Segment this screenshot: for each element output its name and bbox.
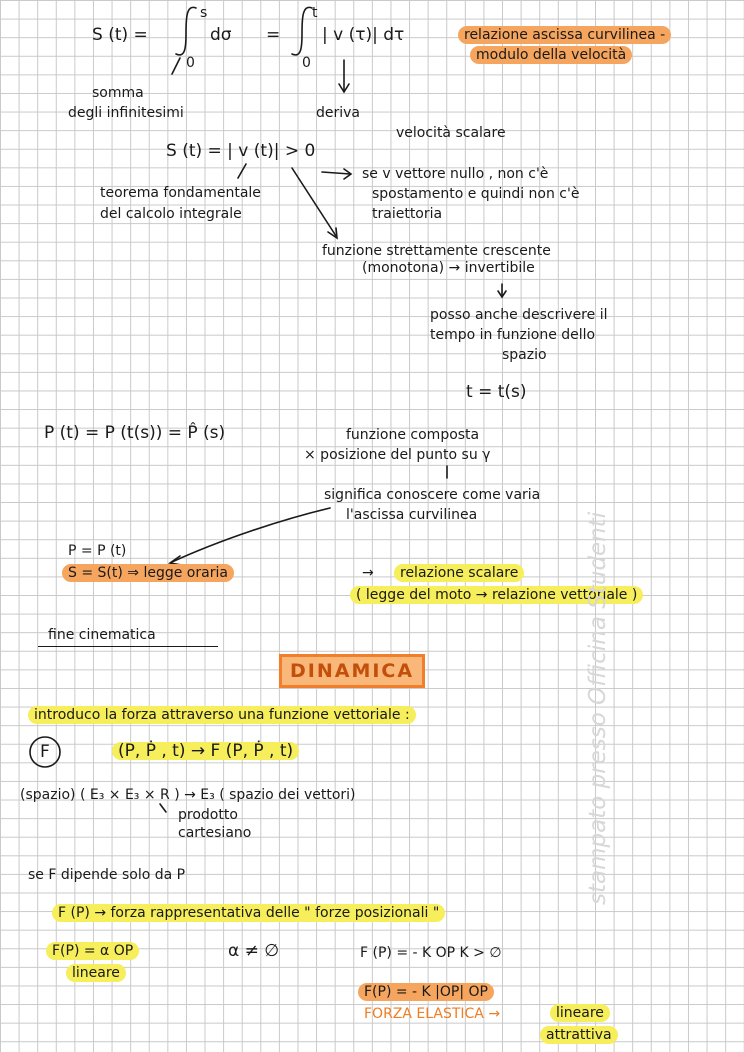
attractive-linear-force: F (P) = - K OP K > ∅	[360, 945, 502, 961]
arrow-to-prodotto	[160, 804, 166, 812]
linear-force: F(P) = α OP	[46, 942, 139, 960]
dynamics-heading: DINAMICA	[279, 654, 425, 688]
vector-motion-law: ( legge del moto → relazione vettoriale )	[350, 586, 643, 604]
cartesian-domain: (spazio) ( E₃ × E₃ × R ) → E₃ ( spazio dei vettori)	[20, 787, 356, 803]
position-on-curve: × posizione del punto su γ	[304, 447, 491, 463]
integral-upper-1: s	[200, 5, 208, 21]
meaning-note-1: significa conoscere come varia	[324, 487, 541, 503]
increasing-function-note: funzione strettamente crescente	[322, 243, 551, 259]
integral-sign-2	[292, 7, 312, 55]
composite-position: P (t) = P (t(s)) = P̂ (s)	[44, 423, 226, 443]
arrow-to-legge-oraria	[172, 508, 330, 562]
integral-lower-2: 0	[302, 55, 311, 71]
t-of-s: t = t(s)	[466, 382, 527, 402]
elastic-attractive: attrattiva	[540, 1026, 618, 1044]
invertible-note: (monotona) → invertibile	[362, 260, 535, 276]
integral-upper-2: t	[312, 5, 318, 21]
force-introduction: introduco la forza attraverso una funzione vettoriale :	[28, 706, 416, 724]
relation-note-2: modulo della velocità	[470, 46, 632, 64]
end-kinematics: fine cinematica	[48, 627, 156, 643]
elastic-force-label: FORZA ELASTICA →	[364, 1006, 501, 1022]
positional-forces: F (P) → forza rappresentativa delle " forze posizionali "	[52, 904, 445, 922]
cartesian-product-1: prodotto	[178, 807, 238, 823]
derivative-equation: S (t) = | v (t)| > 0	[166, 141, 316, 161]
time-note-2: tempo in funzione dello	[430, 327, 596, 343]
alpha-nonzero: α ≠ ∅	[228, 941, 280, 961]
integral-lower-1: 0	[186, 55, 195, 71]
force-symbol: F	[40, 742, 50, 762]
composite-function-label: funzione composta	[346, 427, 480, 443]
theorem-label-2: del calcolo integrale	[100, 206, 242, 222]
scalar-velocity-label: velocità scalare	[396, 125, 506, 141]
force-function: (P, Ṗ , t) → F (P, Ṗ , t)	[112, 742, 299, 760]
position-of-time: P = P (t)	[68, 543, 127, 559]
null-vector-note-2: spostamento e quindi non c'è	[372, 186, 580, 202]
somma-label: somma	[92, 85, 144, 101]
end-kinematics-underline	[38, 646, 218, 647]
arrow-to-somma	[172, 58, 180, 74]
elastic-linear: lineare	[550, 1004, 610, 1022]
dsigma: dσ	[210, 25, 232, 45]
infinitesimi-label: degli infinitesimi	[68, 105, 184, 121]
linear-label: lineare	[66, 964, 126, 982]
arc-length-lhs: S (t) =	[92, 25, 148, 45]
scalar-relation: relazione scalare	[394, 564, 524, 582]
integral-sign-1	[176, 7, 196, 55]
time-note-3: spazio	[502, 347, 547, 363]
time-note-1: posso anche descrivere il	[430, 307, 608, 323]
cartesian-product-2: cartesiano	[178, 825, 252, 841]
theorem-label-1: teorema fondamentale	[100, 185, 261, 201]
arrow-to-crescente	[292, 168, 336, 236]
meaning-note-2: l'ascissa curvilinea	[346, 507, 478, 523]
elastic-force-formula: F(P) = - K |OP| OP	[358, 983, 494, 1001]
position-dependence: se F dipende solo da P	[28, 867, 186, 883]
relation-note-1: relazione ascissa curvilinea -	[458, 26, 671, 44]
arrow-to-nullo	[322, 172, 350, 174]
null-vector-note-1: se v vettore nullo , non c'è	[362, 166, 549, 182]
deriva-label: deriva	[316, 105, 361, 121]
arrow-to-scalar: →	[362, 565, 374, 581]
equals-sign: =	[266, 25, 281, 45]
hourly-law: S = S(t) ⇒ legge oraria	[62, 564, 234, 582]
null-vector-note-3: traiettoria	[372, 206, 443, 222]
watermark: stampato presso Officina Studenti	[585, 511, 611, 905]
arrow-to-teorema	[238, 164, 246, 178]
integral-speed: | v (τ)| dτ	[322, 25, 405, 45]
